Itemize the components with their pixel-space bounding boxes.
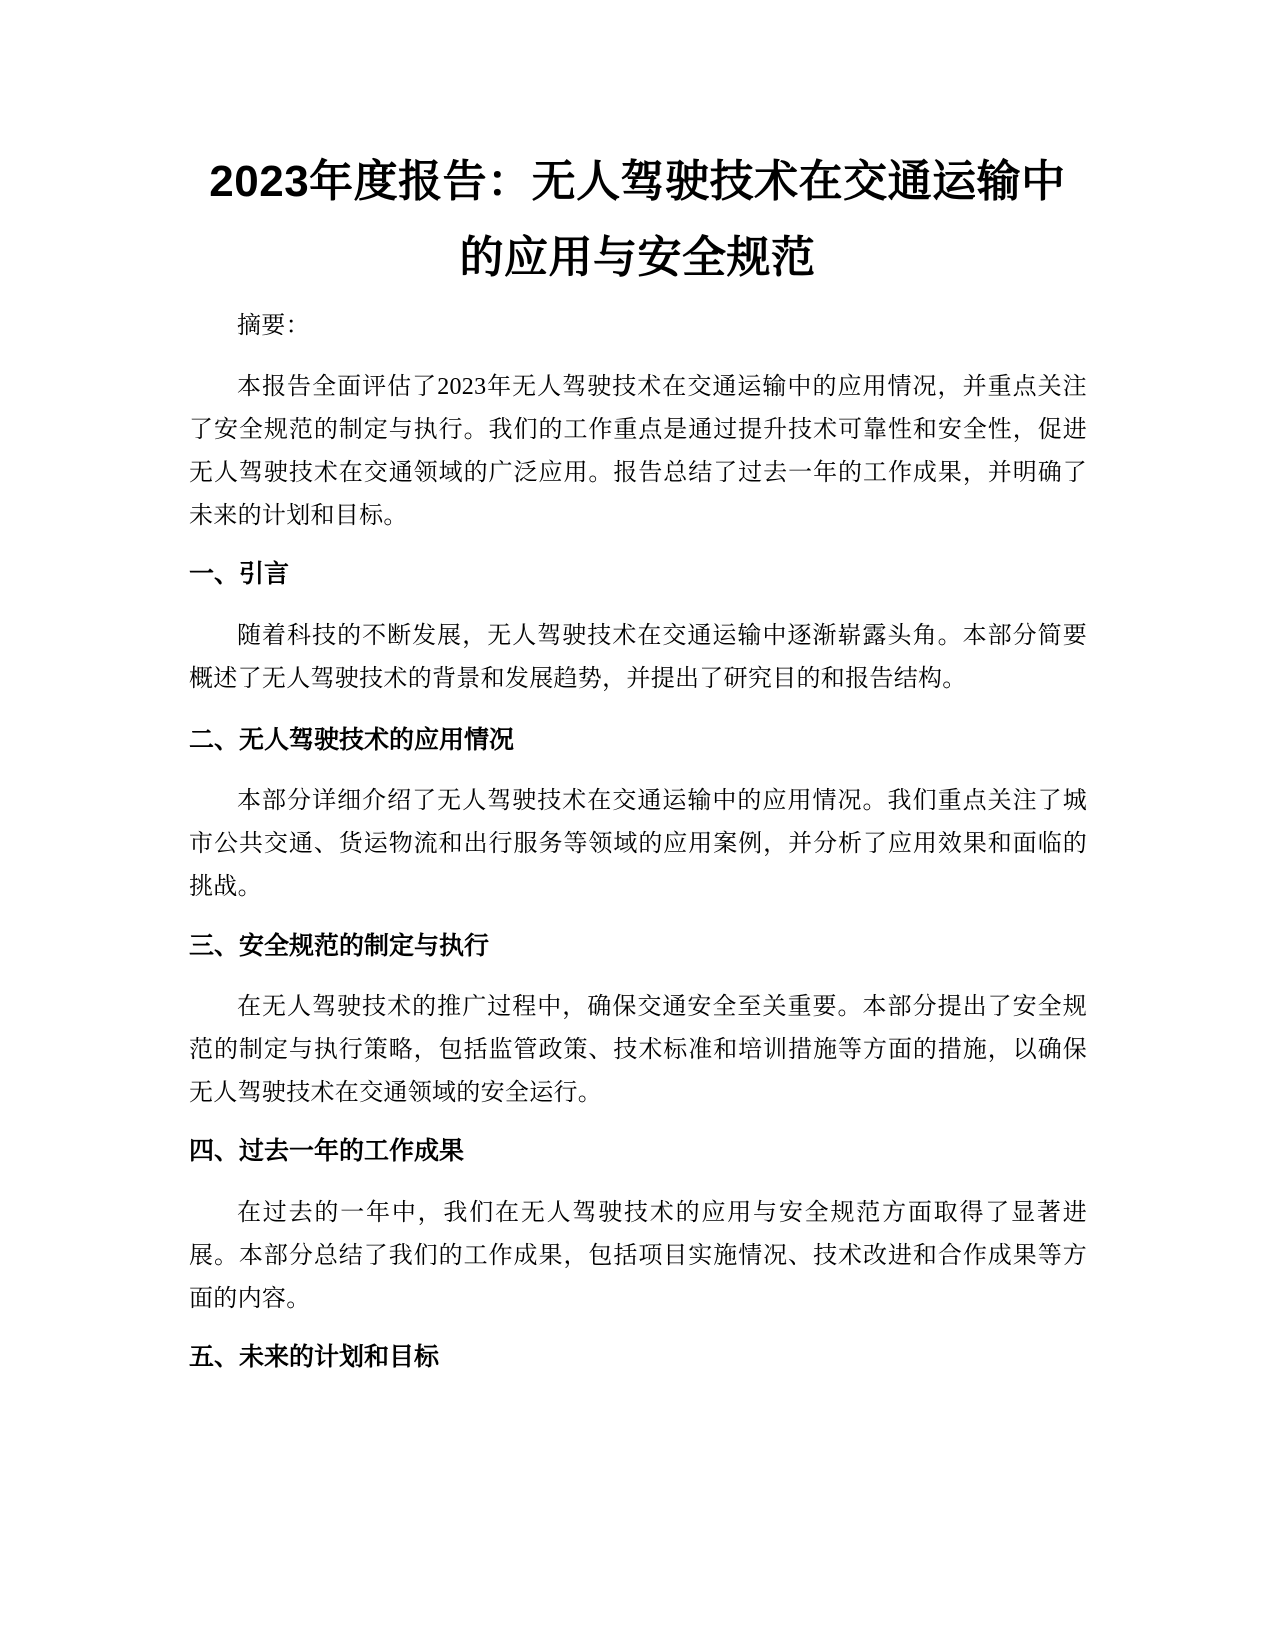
document-title-line-1: 2023年度报告：无人驾驶技术在交通运输中	[209, 157, 1066, 206]
section-heading-introduction: 一、引言	[189, 560, 290, 588]
section-heading-achievements: 四、过去一年的工作成果	[189, 1137, 465, 1165]
section-text-achievements: 在过去的一年中，我们在无人驾驶技术的应用与安全规范方面取得了显著进展。本部分总结了我们的工作成果，包括项目实施情况、技术改进和合作成果等方面的内容。	[189, 1200, 1087, 1312]
section-text-safety-standards: 在无人驾驶技术的推广过程中，确保交通安全至关重要。本部分提出了安全规范的制定与执行策略，包括监管政策、技术标准和培训措施等方面的措施，以确保无人驾驶技术在交通领域的安全运行。	[189, 994, 1087, 1106]
document-title-line-2: 的应用与安全规范	[459, 233, 816, 282]
section-heading-applications: 二、无人驾驶技术的应用情况	[189, 726, 515, 754]
section-heading-safety-standards: 三、安全规范的制定与执行	[189, 932, 490, 960]
section-text-applications: 本部分详细介绍了无人驾驶技术在交通运输中的应用情况。我们重点关注了城市公共交通、货运物流和出行服务等领域的应用案例，并分析了应用效果和面临的挑战。	[189, 788, 1087, 900]
section-text-introduction: 随着科技的不断发展，无人驾驶技术在交通运输中逐渐崭露头角。本部分简要概述了无人驾驶技术的背景和发展趋势，并提出了研究目的和报告结构。	[189, 623, 1087, 692]
abstract-text: 本报告全面评估了2023年无人驾驶技术在交通运输中的应用情况，并重点关注了安全规范的制定与执行。我们的工作重点是通过提升技术可靠性和安全性，促进无人驾驶技术在交通领域的广泛应用。报告总结了过去一年的工作成果，并明确了未来的计划和目标。	[189, 374, 1087, 529]
abstract-label: 摘要：	[237, 313, 310, 339]
section-heading-future-plans: 五、未来的计划和目标	[189, 1343, 440, 1371]
